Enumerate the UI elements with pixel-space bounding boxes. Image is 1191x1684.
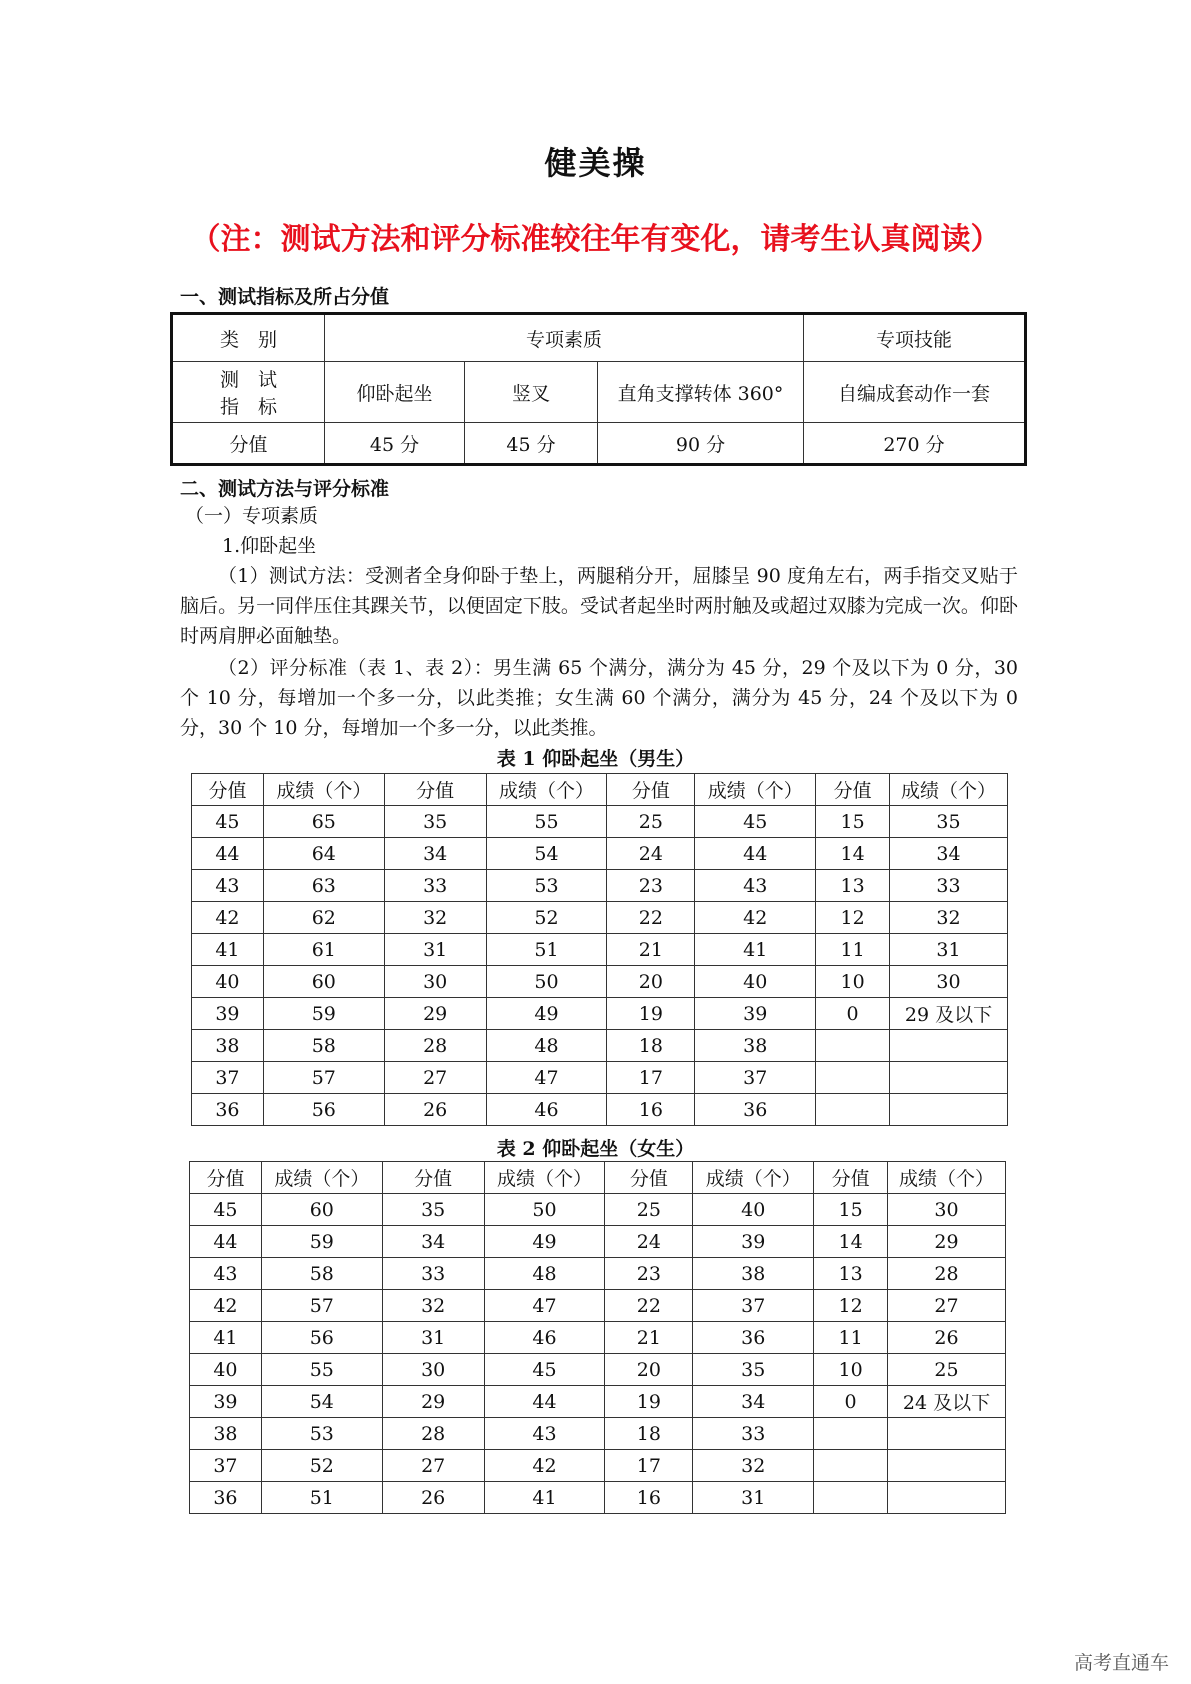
score-cell: 27	[384, 1062, 486, 1094]
index-item: 直角支撑转体 360°	[598, 362, 804, 423]
table-row	[190, 1258, 1006, 1290]
score-cell: 20	[607, 966, 695, 998]
result-cell: 56	[261, 1322, 382, 1354]
result-cell: 34	[890, 838, 1008, 870]
item-heading: 1.仰卧起坐	[222, 535, 317, 557]
column-header: 成绩（个）	[888, 1162, 1006, 1194]
result-cell: 32	[890, 902, 1008, 934]
result-cell	[890, 1062, 1008, 1094]
score-cell	[816, 1094, 890, 1126]
result-cell: 40	[693, 1194, 814, 1226]
result-cell: 53	[486, 870, 607, 902]
score-cell: 38	[192, 1030, 264, 1062]
score-cell: 28	[382, 1418, 484, 1450]
result-cell: 44	[695, 838, 816, 870]
result-cell: 60	[261, 1194, 382, 1226]
result-cell: 26	[888, 1322, 1006, 1354]
score-cell: 25	[607, 806, 695, 838]
result-cell: 31	[890, 934, 1008, 966]
table-row	[192, 1062, 1008, 1094]
result-cell: 59	[261, 1226, 382, 1258]
result-cell: 32	[693, 1450, 814, 1482]
score-cell: 42	[192, 902, 264, 934]
result-cell: 36	[693, 1322, 814, 1354]
result-cell: 25	[888, 1354, 1006, 1386]
score-cell: 24	[607, 838, 695, 870]
column-header: 成绩（个）	[263, 774, 384, 806]
result-cell: 57	[263, 1062, 384, 1094]
table-row	[172, 314, 1026, 362]
result-cell: 48	[484, 1258, 605, 1290]
score-cell: 27	[382, 1450, 484, 1482]
category-label: 类 别	[172, 314, 325, 362]
table-row	[172, 362, 1026, 423]
male-table-body	[192, 774, 1008, 1126]
table-row	[192, 998, 1008, 1030]
score-value: 90 分	[598, 423, 804, 465]
score-cell: 22	[605, 1290, 693, 1322]
score-cell: 39	[190, 1386, 262, 1418]
female-score-table	[189, 1161, 1006, 1514]
score-cell: 37	[192, 1062, 264, 1094]
result-cell: 52	[486, 902, 607, 934]
result-cell: 49	[484, 1226, 605, 1258]
result-cell: 57	[261, 1290, 382, 1322]
table-row	[190, 1322, 1006, 1354]
column-header: 成绩（个）	[695, 774, 816, 806]
column-header: 成绩（个）	[693, 1162, 814, 1194]
result-cell: 27	[888, 1290, 1006, 1322]
score-cell: 44	[192, 838, 264, 870]
result-cell: 34	[693, 1386, 814, 1418]
result-cell: 35	[693, 1354, 814, 1386]
score-cell: 41	[192, 934, 264, 966]
result-cell: 30	[890, 966, 1008, 998]
score-cell: 14	[814, 1226, 888, 1258]
table-row	[172, 423, 1026, 465]
table-row	[190, 1482, 1006, 1514]
score-cell: 24	[605, 1226, 693, 1258]
score-cell: 16	[607, 1094, 695, 1126]
column-header: 分值	[382, 1162, 484, 1194]
column-header: 分值	[190, 1162, 262, 1194]
result-cell: 38	[695, 1030, 816, 1062]
result-cell: 58	[263, 1030, 384, 1062]
score-cell: 25	[605, 1194, 693, 1226]
result-cell: 49	[486, 998, 607, 1030]
result-cell: 29 及以下	[890, 998, 1008, 1030]
table-female-caption: 表 2 仰卧起坐（女生）	[496, 1138, 695, 1160]
result-cell: 55	[486, 806, 607, 838]
score-cell: 0	[816, 998, 890, 1030]
result-cell: 41	[484, 1482, 605, 1514]
column-header: 分值	[605, 1162, 693, 1194]
score-cell: 45	[190, 1194, 262, 1226]
table-row	[190, 1290, 1006, 1322]
result-cell: 33	[890, 870, 1008, 902]
column-header: 成绩（个）	[261, 1162, 382, 1194]
index-item: 仰卧起坐	[325, 362, 465, 423]
table-row	[192, 1094, 1008, 1126]
result-cell: 53	[261, 1418, 382, 1450]
score-cell	[816, 1062, 890, 1094]
result-cell: 64	[263, 838, 384, 870]
score-cell: 12	[814, 1290, 888, 1322]
result-cell: 30	[888, 1194, 1006, 1226]
score-cell: 11	[816, 934, 890, 966]
score-cell: 33	[382, 1258, 484, 1290]
table-row	[192, 966, 1008, 998]
standard-paragraph: （2）评分标准（表 1、表 2）：男生满 65 个满分，满分为 45 分，29 个及以下为 0 分，30 个 10 分，每增加一个多一分，以此类推；女生满 60 个满分，满分为 45 分，24 个及以下为 0 分，30 个 10 分，每增加一个多一分，以此类推。	[180, 657, 1018, 739]
column-header: 成绩（个）	[486, 774, 607, 806]
table-row	[190, 1354, 1006, 1386]
score-cell: 22	[607, 902, 695, 934]
table-row	[190, 1418, 1006, 1450]
result-cell: 38	[693, 1258, 814, 1290]
score-cell: 36	[192, 1094, 264, 1126]
index-label-line1: 测 试	[219, 369, 277, 391]
score-cell: 35	[382, 1194, 484, 1226]
score-cell: 35	[384, 806, 486, 838]
result-cell: 51	[261, 1482, 382, 1514]
column-header: 分值	[192, 774, 264, 806]
result-cell: 46	[484, 1322, 605, 1354]
score-cell: 36	[190, 1482, 262, 1514]
change-notice: （注：测试方法和评分标准较往年有变化，请考生认真阅读）	[190, 222, 1001, 257]
page-title: 健美操	[544, 144, 647, 182]
result-cell: 47	[486, 1062, 607, 1094]
score-cell: 40	[190, 1354, 262, 1386]
index-label	[172, 362, 325, 423]
score-cell: 15	[816, 806, 890, 838]
score-cell: 31	[384, 934, 486, 966]
table-row	[192, 838, 1008, 870]
table-row	[190, 1194, 1006, 1226]
result-cell: 31	[693, 1482, 814, 1514]
result-cell: 44	[484, 1386, 605, 1418]
score-cell: 38	[190, 1418, 262, 1450]
score-cell: 43	[192, 870, 264, 902]
table-row	[192, 902, 1008, 934]
score-cell: 20	[605, 1354, 693, 1386]
score-cell: 13	[814, 1258, 888, 1290]
result-cell: 45	[695, 806, 816, 838]
score-cell: 10	[814, 1354, 888, 1386]
score-cell: 18	[605, 1418, 693, 1450]
score-cell: 17	[605, 1450, 693, 1482]
score-cell: 12	[816, 902, 890, 934]
result-cell: 39	[693, 1226, 814, 1258]
score-cell: 23	[605, 1258, 693, 1290]
special-skill-header: 专项技能	[804, 314, 1026, 362]
column-header: 分值	[814, 1162, 888, 1194]
score-cell: 29	[384, 998, 486, 1030]
result-cell: 46	[486, 1094, 607, 1126]
table-row	[192, 934, 1008, 966]
score-cell: 28	[384, 1030, 486, 1062]
result-cell: 52	[261, 1450, 382, 1482]
score-cell: 15	[814, 1194, 888, 1226]
result-cell	[888, 1450, 1006, 1482]
score-cell: 32	[382, 1290, 484, 1322]
result-cell: 39	[695, 998, 816, 1030]
result-cell: 54	[486, 838, 607, 870]
column-header: 分值	[607, 774, 695, 806]
score-cell: 33	[384, 870, 486, 902]
result-cell: 43	[695, 870, 816, 902]
score-cell: 16	[605, 1482, 693, 1514]
result-cell: 65	[263, 806, 384, 838]
result-cell: 58	[261, 1258, 382, 1290]
score-cell: 30	[382, 1354, 484, 1386]
result-cell: 29	[888, 1226, 1006, 1258]
score-cell	[814, 1418, 888, 1450]
table-row	[190, 1386, 1006, 1418]
result-cell: 59	[263, 998, 384, 1030]
score-cell: 37	[190, 1450, 262, 1482]
column-header: 成绩（个）	[890, 774, 1008, 806]
result-cell	[888, 1418, 1006, 1450]
score-cell: 31	[382, 1322, 484, 1354]
footer-watermark: 高考直通车	[1073, 1652, 1169, 1674]
result-cell: 60	[263, 966, 384, 998]
index-item: 竖叉	[465, 362, 598, 423]
score-value: 45 分	[325, 423, 465, 465]
score-cell	[816, 1030, 890, 1062]
result-cell: 24 及以下	[888, 1386, 1006, 1418]
score-label: 分值	[172, 423, 325, 465]
table-row	[192, 806, 1008, 838]
section1-heading: 一、测试指标及所占分值	[180, 286, 390, 308]
score-cell: 18	[607, 1030, 695, 1062]
result-cell: 42	[484, 1450, 605, 1482]
result-cell: 50	[484, 1194, 605, 1226]
table-male-caption: 表 1 仰卧起坐（男生）	[496, 748, 695, 770]
result-cell: 47	[484, 1290, 605, 1322]
score-cell: 13	[816, 870, 890, 902]
table-row	[190, 1450, 1006, 1482]
method-paragraph: （1）测试方法：受测者全身仰卧于垫上，两腿稍分开，屈膝呈 90 度角左右，两手指交叉贴于脑后。另一同伴压住其踝关节，以便固定下肢。受试者起坐时两肘触及或超过双膝为完成一次。仰卧时两肩胛必面触垫。	[180, 565, 1018, 647]
score-cell: 21	[605, 1322, 693, 1354]
table-row	[192, 1030, 1008, 1062]
index-item: 自编成套动作一套	[804, 362, 1026, 423]
score-cell: 10	[816, 966, 890, 998]
table-header-row	[190, 1162, 1006, 1194]
score-cell: 30	[384, 966, 486, 998]
test-index-table	[170, 312, 1027, 466]
score-cell: 44	[190, 1226, 262, 1258]
score-cell: 23	[607, 870, 695, 902]
score-cell: 11	[814, 1322, 888, 1354]
result-cell: 37	[695, 1062, 816, 1094]
result-cell: 33	[693, 1418, 814, 1450]
result-cell	[890, 1030, 1008, 1062]
result-cell	[888, 1482, 1006, 1514]
score-value: 270 分	[804, 423, 1026, 465]
score-cell: 21	[607, 934, 695, 966]
score-cell: 14	[816, 838, 890, 870]
score-cell: 17	[607, 1062, 695, 1094]
result-cell: 41	[695, 934, 816, 966]
result-cell: 51	[486, 934, 607, 966]
section2-heading: 二、测试方法与评分标准	[180, 478, 390, 500]
column-header: 分值	[816, 774, 890, 806]
result-cell: 54	[261, 1386, 382, 1418]
female-table-body	[190, 1162, 1006, 1514]
result-cell: 36	[695, 1094, 816, 1126]
score-cell: 29	[382, 1386, 484, 1418]
result-cell: 28	[888, 1258, 1006, 1290]
score-cell: 19	[607, 998, 695, 1030]
column-header: 分值	[384, 774, 486, 806]
index-label-line2: 指 标	[219, 396, 277, 418]
score-cell: 45	[192, 806, 264, 838]
score-cell: 39	[192, 998, 264, 1030]
result-cell: 55	[261, 1354, 382, 1386]
result-cell: 50	[486, 966, 607, 998]
result-cell: 37	[693, 1290, 814, 1322]
score-cell: 42	[190, 1290, 262, 1322]
special-quality-header: 专项素质	[325, 314, 804, 362]
score-cell	[814, 1482, 888, 1514]
column-header: 成绩（个）	[484, 1162, 605, 1194]
result-cell: 40	[695, 966, 816, 998]
score-cell: 0	[814, 1386, 888, 1418]
score-cell: 26	[382, 1482, 484, 1514]
result-cell: 56	[263, 1094, 384, 1126]
result-cell: 43	[484, 1418, 605, 1450]
result-cell: 63	[263, 870, 384, 902]
result-cell: 48	[486, 1030, 607, 1062]
result-cell	[890, 1094, 1008, 1126]
score-cell	[814, 1450, 888, 1482]
table-header-row	[192, 774, 1008, 806]
score-cell: 26	[384, 1094, 486, 1126]
result-cell: 62	[263, 902, 384, 934]
table-row	[192, 870, 1008, 902]
score-cell: 34	[382, 1226, 484, 1258]
score-cell: 19	[605, 1386, 693, 1418]
score-value: 45 分	[465, 423, 598, 465]
result-cell: 42	[695, 902, 816, 934]
score-cell: 40	[192, 966, 264, 998]
score-cell: 43	[190, 1258, 262, 1290]
score-cell: 41	[190, 1322, 262, 1354]
male-score-table	[191, 773, 1008, 1126]
score-cell: 34	[384, 838, 486, 870]
result-cell: 35	[890, 806, 1008, 838]
subsection-heading: （一）专项素质	[185, 505, 319, 527]
score-cell: 32	[384, 902, 486, 934]
table-row	[190, 1226, 1006, 1258]
result-cell: 61	[263, 934, 384, 966]
result-cell: 45	[484, 1354, 605, 1386]
